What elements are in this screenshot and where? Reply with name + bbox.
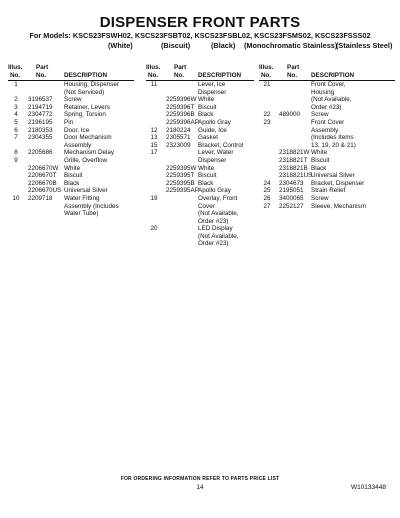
part-header: Part xyxy=(36,64,49,71)
illus-number: 26 xyxy=(263,194,271,202)
table-row xyxy=(8,119,136,127)
table-row xyxy=(146,96,256,104)
table-row xyxy=(8,111,136,119)
table-row xyxy=(8,81,136,89)
table-row xyxy=(8,89,136,97)
part-number: 2195051 xyxy=(279,187,304,195)
part-description: Black xyxy=(198,111,214,119)
part-description: Gasket xyxy=(198,134,218,142)
part-number: 2259395AP xyxy=(166,187,199,195)
parts-list xyxy=(8,81,136,218)
table-row xyxy=(259,149,395,157)
part-number: 2194719 xyxy=(28,103,53,111)
part-description: Screw xyxy=(311,111,329,119)
table-row xyxy=(146,195,256,203)
table-row xyxy=(146,233,256,241)
part-description: Biscuit xyxy=(198,103,217,111)
part-description: Assembly (Includes xyxy=(64,202,119,210)
ordering-footer: FOR ORDERING INFORMATION REFER TO PARTS PRICE LIST xyxy=(120,476,280,482)
table-row xyxy=(8,210,136,218)
parts-column-3 xyxy=(259,64,395,210)
part-description: Bracket, Control xyxy=(198,141,244,149)
table-row xyxy=(8,149,136,157)
illus-number: 3 xyxy=(14,103,18,111)
color-stainless-steel: (Stainless Steel) xyxy=(336,41,393,50)
part-description: Water Fitting xyxy=(64,194,100,202)
table-row xyxy=(259,142,395,150)
illus-number: 15 xyxy=(150,141,158,149)
color-black: (Black) xyxy=(211,41,236,50)
table-row xyxy=(259,89,395,97)
table-row xyxy=(8,195,136,203)
table-row xyxy=(259,111,395,119)
part-description: Apollo Gray xyxy=(198,187,231,195)
column-header xyxy=(8,64,136,81)
parts-column-2 xyxy=(146,64,256,248)
illus-header: Illus. xyxy=(259,64,274,71)
part-description: Front Cover xyxy=(311,118,345,126)
table-row xyxy=(259,187,395,195)
table-row xyxy=(259,104,395,112)
column-header xyxy=(146,64,256,81)
part-header: Part xyxy=(287,64,300,71)
part-description: (Not Serviced) xyxy=(64,88,105,96)
part-description: White xyxy=(64,164,81,172)
part-number: 3196537 xyxy=(28,96,53,104)
table-row xyxy=(259,119,395,127)
table-row xyxy=(146,119,256,127)
table-row xyxy=(259,127,395,135)
part-number: 2259395B xyxy=(166,179,195,187)
part-description: (Not Available, xyxy=(198,232,239,240)
part-number: 2305571 xyxy=(166,134,191,142)
part-description: Biscuit xyxy=(311,156,330,164)
part-description: White xyxy=(311,149,328,157)
part-description: Black xyxy=(311,164,327,172)
table-row xyxy=(8,96,136,104)
part-description: 13, 19, 20 & 21) xyxy=(311,141,356,149)
table-row xyxy=(146,240,256,248)
illus-number: 5 xyxy=(14,118,18,126)
part-description: Bracket, Dispenser xyxy=(311,179,365,187)
description-header: DESCRIPTION xyxy=(311,72,355,79)
table-row xyxy=(146,142,256,150)
illus-number: 17 xyxy=(150,149,158,157)
part-description: Order #23) xyxy=(198,240,229,248)
part-number: 2259395T xyxy=(166,172,195,180)
part-description: Spring, Torsion xyxy=(64,111,106,119)
part-description: Dispenser xyxy=(198,88,227,96)
illus-number: 27 xyxy=(263,202,271,210)
parts-column-1 xyxy=(8,64,136,218)
table-row xyxy=(259,195,395,203)
part-description: Lever, Ice xyxy=(198,81,226,88)
part-number: 2196195 xyxy=(28,118,53,126)
part-header-no: No. xyxy=(287,72,298,79)
part-number: 2304355 xyxy=(28,134,53,142)
part-description: Cover xyxy=(198,202,215,210)
table-row xyxy=(8,127,136,135)
part-description: (Includes Items xyxy=(311,134,354,142)
part-description: Assembly xyxy=(311,126,339,134)
table-row xyxy=(146,165,256,173)
part-description: Black xyxy=(198,179,214,187)
table-row xyxy=(146,104,256,112)
part-description: Screw xyxy=(64,96,82,104)
illus-number: 21 xyxy=(263,81,271,88)
part-description: (Not Available, xyxy=(311,96,352,104)
page-title: DISPENSER FRONT PARTS xyxy=(99,14,301,31)
part-description: Screw xyxy=(311,194,329,202)
table-row xyxy=(8,104,136,112)
part-number: 2206670US xyxy=(28,187,62,195)
part-number: 2259396W xyxy=(166,96,197,104)
illus-number: 8 xyxy=(14,149,18,157)
table-row xyxy=(259,81,395,89)
table-row xyxy=(146,225,256,233)
part-description: White xyxy=(198,96,215,104)
table-row xyxy=(146,210,256,218)
table-row xyxy=(259,134,395,142)
table-row xyxy=(8,180,136,188)
table-row xyxy=(146,149,256,157)
illus-number: 19 xyxy=(150,194,158,202)
part-description: Order #23) xyxy=(311,103,342,111)
illus-number: 11 xyxy=(150,81,158,88)
part-header: Part xyxy=(174,64,187,71)
part-number: 489000 xyxy=(279,111,301,119)
table-row xyxy=(259,165,395,173)
table-row xyxy=(8,142,136,150)
part-description: White xyxy=(198,164,215,172)
description-header: DESCRIPTION xyxy=(198,72,242,79)
illus-number: 25 xyxy=(263,187,271,195)
part-number: 2180224 xyxy=(166,126,191,134)
part-number: 2259395W xyxy=(166,164,197,172)
part-description: Sleeve, Mechanism xyxy=(311,202,366,210)
part-description: Retainer, Levers xyxy=(64,103,110,111)
table-row xyxy=(146,187,256,195)
part-description: Order #23) xyxy=(198,217,229,225)
part-description: Mechanism Delay xyxy=(64,149,115,157)
part-number: 2323009 xyxy=(166,141,191,149)
part-description: Universal Silver xyxy=(311,172,355,180)
part-description: Housing xyxy=(311,88,335,96)
illus-number: 13 xyxy=(150,134,158,142)
table-row xyxy=(146,157,256,165)
table-row xyxy=(146,218,256,226)
part-description: Door, Ice xyxy=(64,126,90,134)
table-row xyxy=(8,134,136,142)
part-description: LED Display xyxy=(198,225,233,233)
illus-number: 4 xyxy=(14,111,18,119)
page-number: 14 xyxy=(196,484,204,491)
part-number: 2206670W xyxy=(28,164,59,172)
part-description: Overlay, Front xyxy=(198,194,238,202)
table-row xyxy=(146,180,256,188)
table-row xyxy=(146,111,256,119)
part-number: 2259396T xyxy=(166,103,195,111)
table-row xyxy=(146,134,256,142)
part-description: Biscuit xyxy=(198,172,217,180)
table-row xyxy=(8,172,136,180)
models-line: For Models: KSCS23FSWH02, KSCS23FSBT02, KSCS23FSBL02, KSCS23FSMS02, KSCS23FSSS02 xyxy=(29,31,371,40)
illus-header-no: No. xyxy=(261,72,272,79)
color-white: (White) xyxy=(108,41,133,50)
illus-number: 24 xyxy=(263,179,271,187)
table-row xyxy=(146,81,256,89)
illus-header: Illus. xyxy=(8,64,23,71)
parts-list xyxy=(146,81,256,248)
illus-number: 6 xyxy=(14,126,18,134)
part-description: Dispenser xyxy=(198,156,227,164)
description-header: DESCRIPTION xyxy=(64,72,108,79)
table-row xyxy=(259,172,395,180)
part-header-no: No. xyxy=(36,72,47,79)
table-row xyxy=(8,203,136,211)
table-row xyxy=(8,187,136,195)
illus-number: 12 xyxy=(150,126,158,134)
illus-number: 7 xyxy=(14,134,18,142)
part-number: 2318821W xyxy=(279,149,310,157)
part-description: Water Tube) xyxy=(64,210,99,218)
part-description: Universal Silver xyxy=(64,187,108,195)
part-number: 2180353 xyxy=(28,126,53,134)
illus-number: 22 xyxy=(263,111,271,119)
part-number: 2205686 xyxy=(28,149,53,157)
part-description: Door Mechanism xyxy=(64,134,112,142)
part-description: Apollo Gray xyxy=(198,118,231,126)
illus-number: 10 xyxy=(12,194,20,202)
illus-number: 2 xyxy=(14,96,18,104)
part-number: 2318821US xyxy=(279,172,313,180)
color-biscuit: (Biscuit) xyxy=(161,41,191,50)
part-description: Guide, Ice xyxy=(198,126,227,134)
table-row xyxy=(259,96,395,104)
table-row xyxy=(8,165,136,173)
part-number: 2304772 xyxy=(28,111,53,119)
part-number: 2318821T xyxy=(279,156,308,164)
parts-list xyxy=(259,81,395,210)
table-row xyxy=(146,172,256,180)
part-description: Front Cover, xyxy=(311,81,346,88)
part-number: 2206670B xyxy=(28,179,57,187)
part-description: Pin xyxy=(64,118,74,126)
part-number: 2259396B xyxy=(166,111,195,119)
table-row xyxy=(8,157,136,165)
part-description: Biscuit xyxy=(64,172,83,180)
illus-number: 23 xyxy=(263,118,271,126)
table-row xyxy=(259,157,395,165)
table-row xyxy=(259,180,395,188)
table-row xyxy=(146,127,256,135)
illus-header-no: No. xyxy=(148,72,159,79)
part-description: Lever, Water xyxy=(198,149,234,157)
part-number: 2318821B xyxy=(279,164,308,172)
part-number: 2206670T xyxy=(28,172,57,180)
document-number: W10133448 xyxy=(350,484,386,491)
illus-number: 1 xyxy=(14,81,18,88)
table-row xyxy=(146,89,256,97)
illus-number: 20 xyxy=(150,225,158,233)
illus-number: 9 xyxy=(14,156,18,164)
part-number: 2209718 xyxy=(28,194,53,202)
part-number: 3400065 xyxy=(279,194,304,202)
part-number: 2304673 xyxy=(279,179,304,187)
column-header xyxy=(259,64,395,81)
part-description: Strain Relief xyxy=(311,187,346,195)
illus-header: Illus. xyxy=(146,64,161,71)
part-description: Black xyxy=(64,179,80,187)
color-monochromatic-stainless: (Monochromatic Stainless) xyxy=(244,41,338,50)
table-row xyxy=(259,203,395,211)
part-description: (Not Available, xyxy=(198,210,239,218)
part-header-no: No. xyxy=(174,72,185,79)
part-description: Housing, Dispenser xyxy=(64,81,119,88)
table-row xyxy=(146,203,256,211)
part-description: Grille, Overflow xyxy=(64,156,108,164)
part-number: 2259396AP xyxy=(166,118,199,126)
part-description: Assembly xyxy=(64,141,92,149)
part-number: 2252127 xyxy=(279,202,304,210)
illus-header-no: No. xyxy=(10,72,21,79)
